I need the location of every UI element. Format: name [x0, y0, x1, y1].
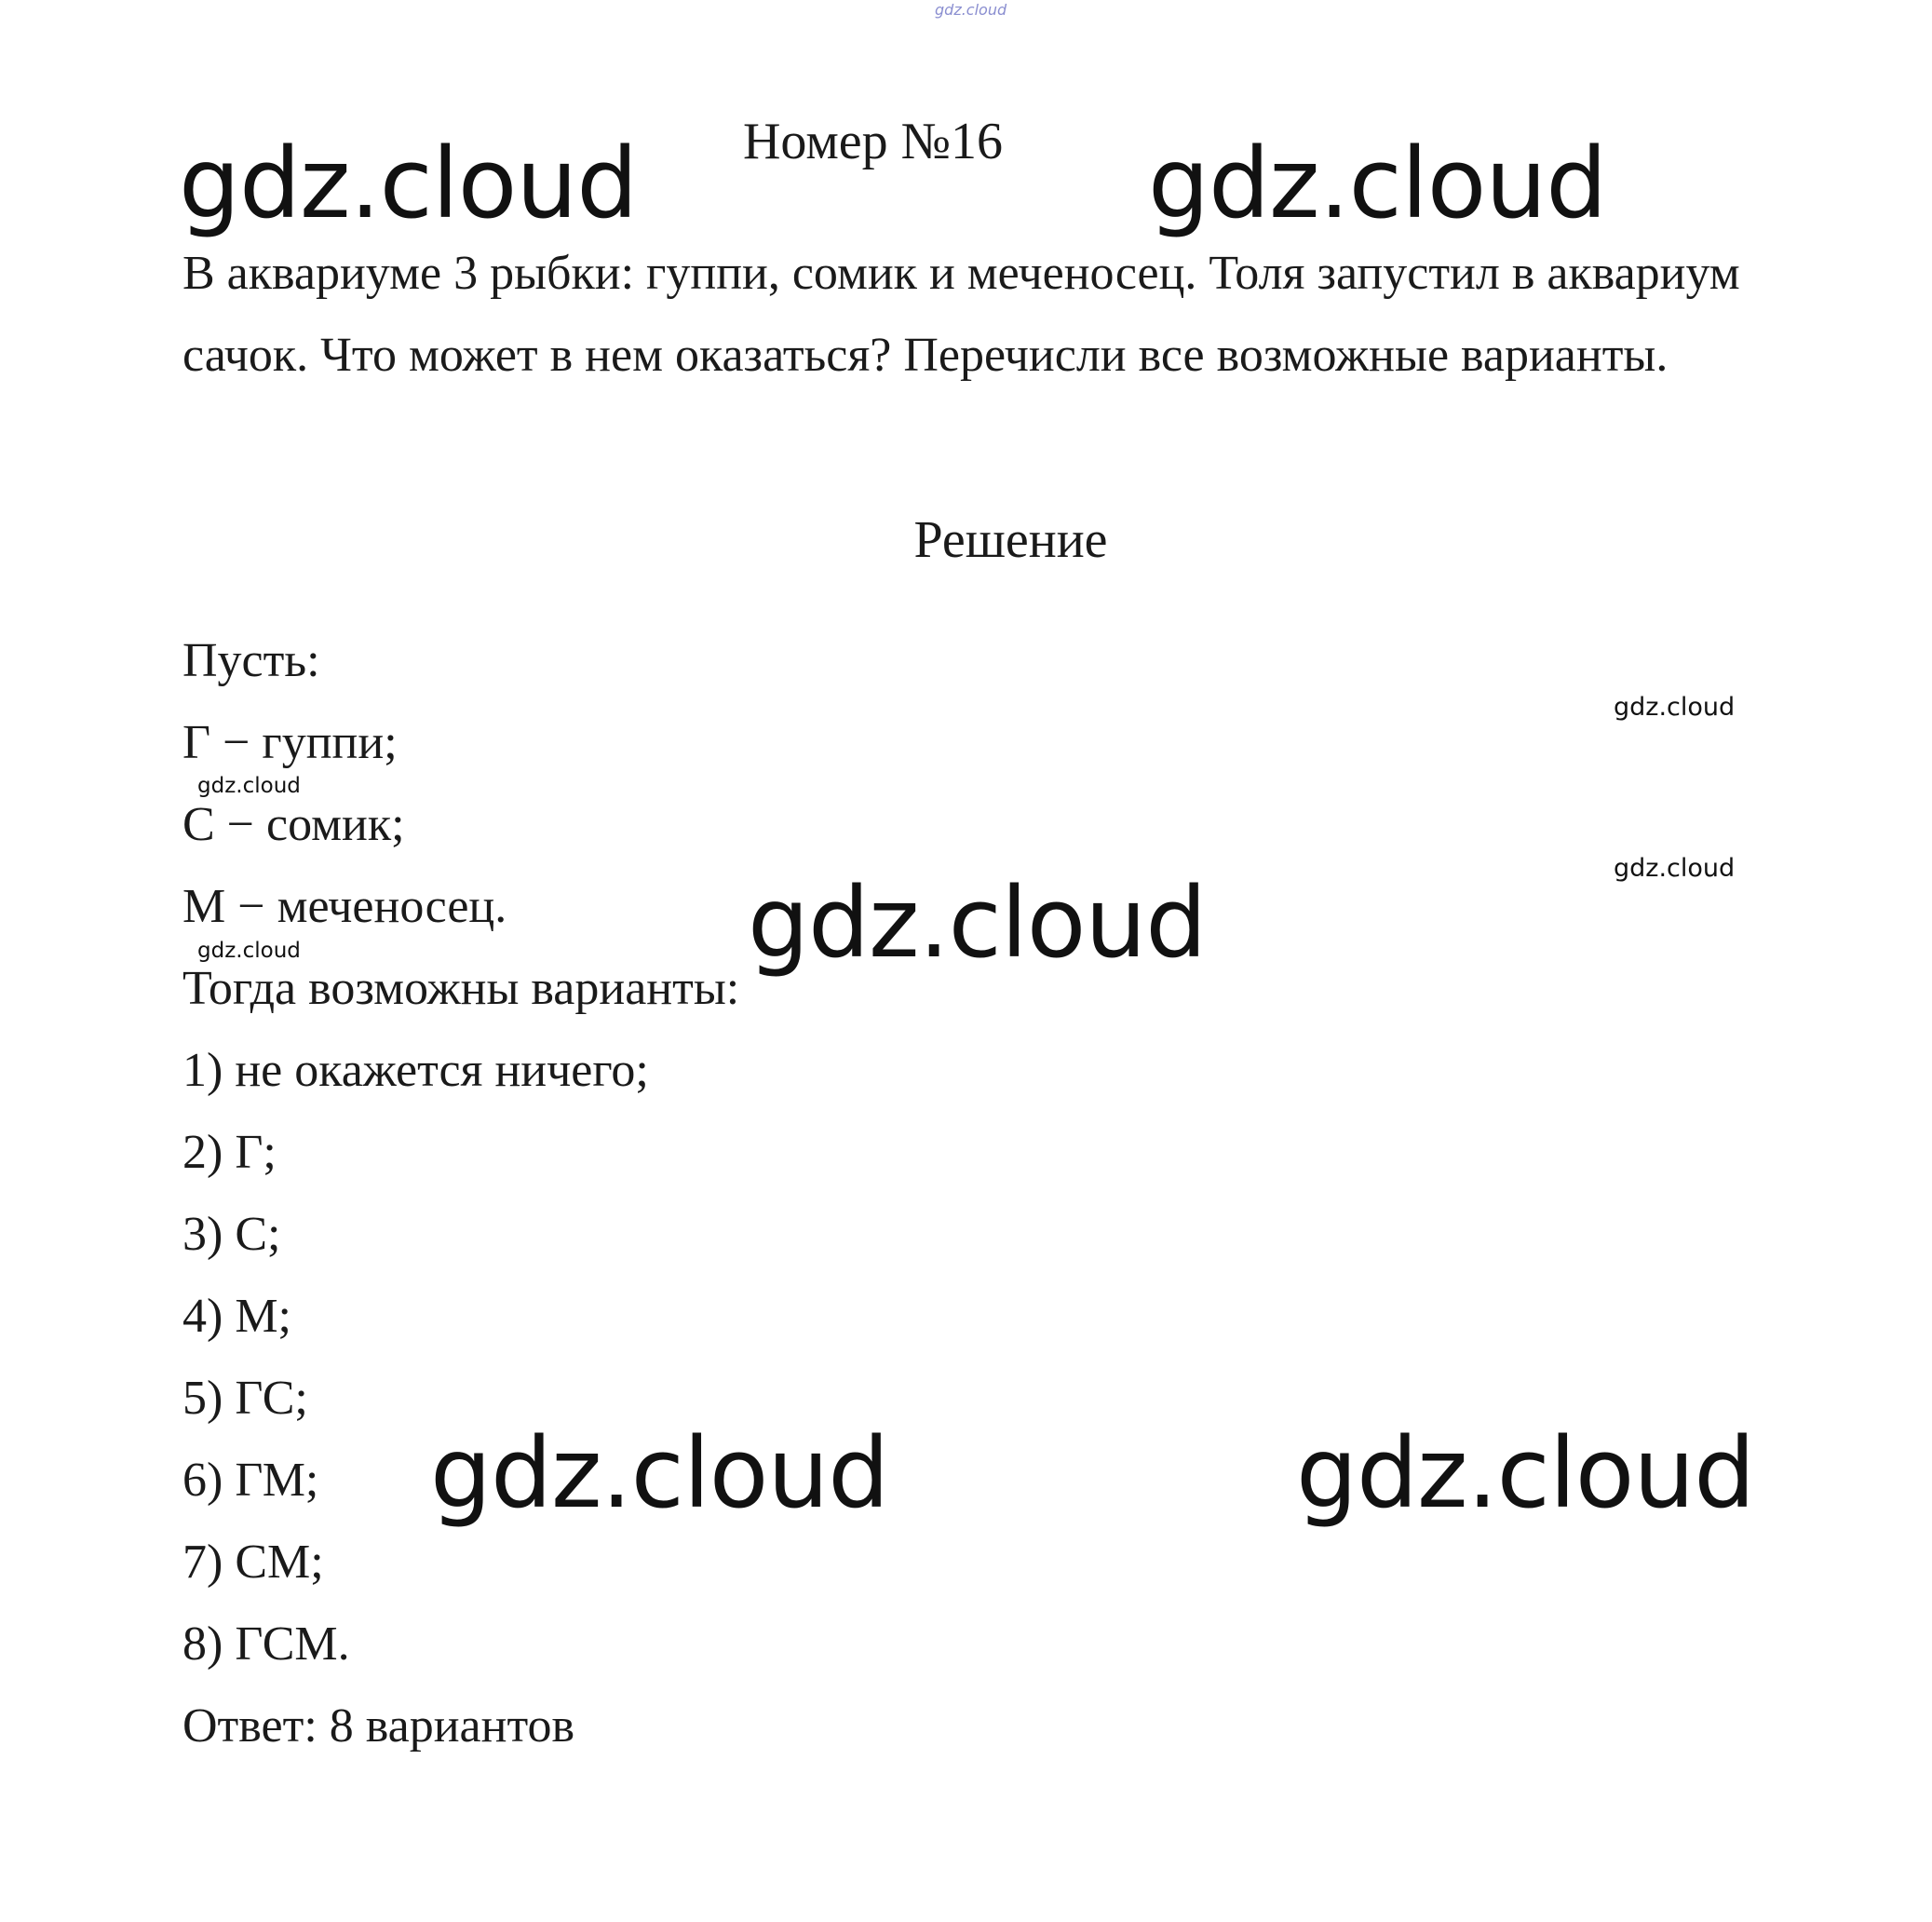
solution-line: Тогда возможны варианты:: [182, 962, 740, 1015]
solution-line: М − меченосец.: [182, 880, 507, 933]
answer-line: Ответ: 8 вариантов: [182, 1699, 575, 1753]
solution-heading: Решение: [913, 511, 1108, 569]
problem-statement: В аквариуме 3 рыбки: гуппи, сомик и меченосец. Толя запустил в аквариум сачок. Что может в нем оказаться? Перечисли все возможные варианты.: [182, 247, 1740, 382]
solution-line: 4) М;: [182, 1290, 291, 1343]
watermark-small: gdz.cloud: [197, 939, 301, 963]
solution-line: С − сомик;: [182, 798, 405, 851]
watermark-large: gdz.cloud: [430, 1416, 889, 1530]
watermark-large: gdz.cloud: [748, 866, 1207, 980]
solution-line: 3) С;: [182, 1208, 281, 1261]
solution-line: 7) СМ;: [182, 1536, 324, 1589]
watermark-small: gdz.cloud: [1614, 854, 1736, 883]
watermark-large: gdz.cloud: [1148, 127, 1607, 240]
solution-line: 8) ГСМ.: [182, 1617, 350, 1671]
watermark-large: gdz.cloud: [179, 127, 638, 240]
watermark-large: gdz.cloud: [1296, 1416, 1755, 1530]
solution-line: Г − гуппи;: [182, 716, 398, 769]
watermark-tiny: gdz.cloud: [935, 1, 1007, 19]
solution-line: 6) ГМ;: [182, 1454, 319, 1507]
solution-line: Пусть:: [182, 634, 320, 687]
watermark-small: gdz.cloud: [197, 774, 301, 798]
watermark-small: gdz.cloud: [1614, 693, 1736, 722]
solution-line: 1) не окажется ничего;: [182, 1044, 649, 1097]
page-title: Номер №16: [742, 113, 1004, 170]
solution-line: 2) Г;: [182, 1126, 277, 1179]
solution-line: 5) ГС;: [182, 1372, 308, 1425]
